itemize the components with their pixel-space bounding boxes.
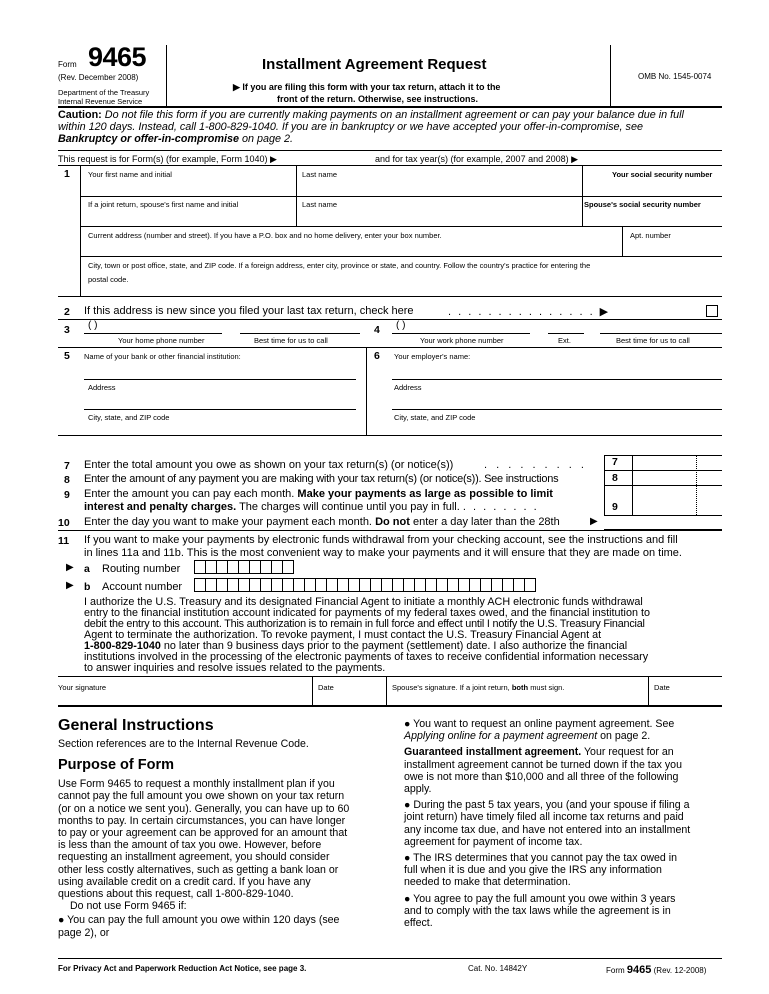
- attach-instruction-2: front of the return. Otherwise, see instructions.: [277, 94, 479, 104]
- bank-address-field[interactable]: Address: [88, 383, 116, 392]
- department-line: Department of the Treasury: [58, 88, 150, 97]
- line-2-leader: . . . . . . . . . . . . . . . ▶: [448, 306, 611, 318]
- general-instructions-heading: General Instructions: [58, 717, 214, 734]
- home-best-time-field[interactable]: Best time for us to call: [254, 336, 328, 345]
- bank-city-field[interactable]: City, state, and ZIP code: [88, 413, 170, 422]
- city-field-line-2: postal code.: [88, 275, 129, 284]
- purpose-paragraph: Use Form 9465 to request a monthly installment plan if you cannot pay the full amount you owe shown on your tax return (or on a notice we sent you). Generally, you can have up to 60 months to pay. In certain circumstances, you can have longer to pay or your agreement can be approved for an amount that is less than the amount of tax you owe. However, before requesting an installment agreement, you should consider other less costly alternatives, such as getting a bank loan or using available credit on a credit card. If you have any questions about this request, call 1-800-829-1040.: [58, 778, 350, 901]
- payment-with-return-amount[interactable]: [633, 471, 721, 484]
- employer-name-field[interactable]: Your employer's name:: [394, 352, 471, 361]
- guaranteed-agreement-paragraph: Guaranteed installment agreement. Your request for an installment agreement cannot be turned down if the tax you owe is not more than $10,000 and all three of the following apply.: [404, 746, 682, 796]
- form-title: Installment Agreement Request: [262, 56, 487, 73]
- line-2-number: 2: [64, 306, 70, 318]
- cannot-pay-bullet: ● The IRS determines that you cannot pay the tax owed in full when it is due and you give the IRS any information needed to make that determination.: [404, 852, 677, 889]
- footer-form-id: Form 9465 (Rev. 12-2008): [606, 964, 707, 976]
- purpose-heading: Purpose of Form: [58, 757, 175, 774]
- spouse-last-name-field[interactable]: Last name: [302, 200, 338, 209]
- do-not-use-heading: Do not use Form 9465 if:: [70, 900, 187, 913]
- form-number: 9465: [88, 42, 147, 72]
- monthly-payment-label-2: interest and penalty charges. The charges will continue until you pay in full. . . . . . . . .: [84, 501, 539, 513]
- your-signature-field[interactable]: Your signature: [58, 683, 107, 692]
- line-11b-letter: b: [84, 581, 91, 593]
- ssn-field[interactable]: Your social security number: [612, 170, 713, 179]
- line-9-number: 9: [64, 489, 70, 501]
- line-4-number: 4: [374, 324, 380, 336]
- online-agreement-bullet: ● You want to request an online payment agreement. See: [404, 718, 675, 730]
- routing-number-label: Routing number: [102, 563, 181, 575]
- signature-date-field[interactable]: Date: [318, 683, 334, 692]
- spouse-first-name-field[interactable]: If a joint return, spouse's first name and initial: [88, 200, 239, 209]
- line-1-number: 1: [64, 168, 70, 180]
- monthly-payment-amount[interactable]: [633, 486, 721, 514]
- account-number-boxes[interactable]: [194, 578, 536, 592]
- auth-line-2: entry to the financial institution account indicated for payments of my federal taxes owed, and the financial institution to: [84, 607, 650, 619]
- service-line: Internal Revenue Service: [58, 97, 143, 106]
- section-references: Section references are to the Internal Revenue Code.: [58, 738, 309, 750]
- privacy-notice: For Privacy Act and Paperwork Reduction Act Notice, see page 3.: [58, 964, 307, 973]
- line-5-number: 5: [64, 350, 70, 362]
- line-3-number: 3: [64, 324, 70, 336]
- address-field[interactable]: Current address (number and street). If you have a P.O. box and no home delivery, enter your box number.: [88, 231, 442, 240]
- eft-instructions-1: If you want to make your payments by electronic funds withdrawal from your checking account, see the instructions and fill: [84, 534, 678, 546]
- city-field[interactable]: City, town or post office, state, and ZIP code. If a foreign address, enter city, province or state, and country. Follow the country's practice for entering the: [88, 261, 591, 270]
- catalog-number: Cat. No. 14842Y: [468, 964, 528, 973]
- first-name-field[interactable]: Your first name and initial: [88, 170, 172, 179]
- three-years-bullet: ● You agree to pay the full amount you owe within 3 years and to comply with the tax laws while the agreement is in effect.: [404, 892, 676, 930]
- home-phone-field[interactable]: Your home phone number: [118, 336, 205, 345]
- spouse-signature-date-field[interactable]: Date: [654, 683, 670, 692]
- spouse-ssn-field[interactable]: Spouse's social security number: [584, 200, 701, 209]
- auth-line-1: I authorize the U.S. Treasury and its designated Financial Agent to initiate a monthly ACH electronic funds withdrawal: [84, 596, 643, 608]
- auth-line-6: institutions involved in the processing of the electronic payments of taxes to receive confidential information necessary: [84, 651, 649, 663]
- line-6-number: 6: [374, 350, 380, 362]
- line-9-box-label: 9: [612, 501, 618, 513]
- account-number-label: Account number: [102, 581, 183, 593]
- request-years-label: and for tax year(s) (for example, 2007 and 2008) ▶: [375, 154, 579, 164]
- online-agreement-bullet-cont: Applying online for a payment agreement on page 2.: [404, 730, 651, 743]
- line-8-box-label: 8: [612, 472, 618, 484]
- auth-line-4: Agent to terminate the authorization. To revoke payment, I must contact the U.S. Treasury Financial Agent at: [84, 629, 602, 641]
- spouse-signature-field[interactable]: Spouse's signature. If a joint return, both must sign.: [392, 683, 565, 692]
- line-7-leader: . . . . . . . . .: [484, 459, 587, 471]
- work-best-time-field[interactable]: Best time for us to call: [616, 336, 690, 345]
- bullet-120-days: ● You can pay the full amount you owe within 120 days (see: [58, 914, 340, 927]
- line-7-box-label: 7: [612, 456, 618, 468]
- bank-name-field[interactable]: Name of your bank or other financial institution:: [84, 352, 241, 361]
- bullet-120-days-cont: page 2), or: [58, 926, 110, 939]
- total-owed-amount[interactable]: [633, 456, 721, 469]
- auth-line-5: 1-800-829-1040 no later than 9 business days prior to the payment (settlement) date. I also authorize the financial: [84, 640, 628, 652]
- new-address-label: If this address is new since you filed your last tax return, check here: [84, 305, 414, 317]
- line-10-number: 10: [58, 517, 70, 529]
- routing-number-boxes[interactable]: [194, 560, 294, 574]
- ext-field[interactable]: Ext.: [558, 336, 571, 345]
- last-name-field[interactable]: Last name: [302, 170, 338, 179]
- line-7-number: 7: [64, 460, 70, 472]
- caution-line-1: Caution: Do not file this form if you are currently making payments on an installment agreement or can pay your balance due in full: [58, 109, 684, 121]
- revision-date: (Rev. December 2008): [58, 73, 139, 82]
- instructions-right-column: [404, 718, 722, 929]
- auth-line-3: debit the entry to this account. This authorization is to remain in full force and effect until I notify the U.S. Treasury Financial: [84, 618, 645, 630]
- monthly-payment-label: Enter the amount you can pay each month. Make your payments as large as possible to limit: [84, 488, 553, 500]
- employer-address-field[interactable]: Address: [394, 383, 422, 392]
- payment-with-return-label: Enter the amount of any payment you are making with your tax return(s) (or notice(s)). See instructions: [84, 473, 559, 485]
- payment-day-field[interactable]: [604, 516, 722, 529]
- line-11a-arrow: ▶: [66, 562, 74, 573]
- caution-line-2: within 120 days. Instead, call 1-800-829-1040. If you are in bankruptcy or we have accepted your offer-in-compromise, see: [58, 121, 643, 133]
- instructions-left-column: [58, 716, 376, 939]
- payment-day-label: Enter the day you want to make your payment each month. Do not enter a day later than the 28th: [84, 516, 560, 528]
- auth-line-7: to answer inquiries and resolve issues related to the payments.: [84, 662, 386, 674]
- total-owed-label: Enter the total amount you owe as shown on your tax return(s) (or notice(s)): [84, 459, 454, 471]
- line-11-number: 11: [58, 535, 70, 547]
- new-address-checkbox[interactable]: [706, 305, 718, 317]
- line-10-arrow: ▶: [590, 516, 598, 527]
- eft-instructions-2: in lines 11a and 11b. This is the most convenient way to make your payments and it will ensure that they are made on time.: [84, 547, 682, 559]
- caution-line-3: Bankruptcy or offer-in-compromise on page 2.: [58, 133, 294, 145]
- line-11b-arrow: ▶: [66, 580, 74, 591]
- work-phone-area: ( ): [396, 320, 406, 331]
- line-11a-letter: a: [84, 563, 90, 575]
- form-label: Form: [58, 60, 77, 69]
- work-phone-field[interactable]: Your work phone number: [420, 336, 504, 345]
- home-phone-area: ( ): [88, 320, 98, 331]
- apt-number-field[interactable]: Apt. number: [630, 231, 671, 240]
- employer-city-field[interactable]: City, state, and ZIP code: [394, 413, 476, 422]
- request-forms-label: This request is for Form(s) (for example, Form 1040) ▶: [58, 154, 277, 164]
- filed-returns-bullet: ● During the past 5 tax years, you (and your spouse if filing a joint return) have timely filed all income tax returns and paid any income tax due, and have not entered into an installment agreement for payment of income tax.: [404, 799, 691, 848]
- attach-instruction-1: ▶ If you are filing this form with your tax return, attach it to the: [233, 82, 501, 92]
- line-8-number: 8: [64, 474, 70, 486]
- omb-number: OMB No. 1545-0074: [638, 72, 712, 81]
